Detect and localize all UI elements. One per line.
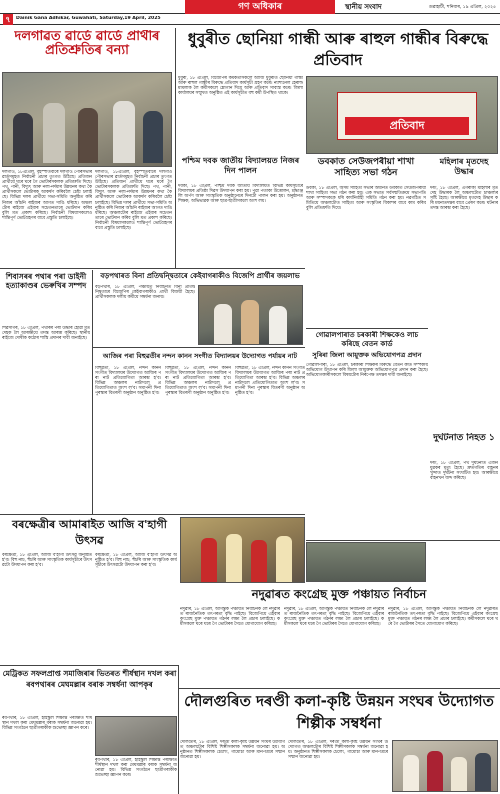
headline-dabaka-sahitya: ডবকাত সেউজপৰীয়া শাখা সাহিত্য সভা গঠন bbox=[317, 157, 415, 178]
masthead bbox=[0, 0, 500, 14]
body-daulguri-2: দৌলগুৰি, ১৮ এপ্ৰিল, দৰণ্ডী কলা-কৃষ্টি উন্নয়ন সংঘৰ উদ্যোগত অঞ্চলটোৰ বিশিষ্ট শিল্পীসকলক সম্বৰ্ধনা জনোৱা হয়। অনুষ্ঠানত শিল্পীসকলক চেলেং, গামোচা আৰু মানপত্ৰৰে সন্মান জনোৱা হয়। bbox=[288, 740, 388, 761]
headline-bohagi: বৰক্ষেত্ৰীৰ আমাৰাইত আজি ব'হাগী উৎসৱ bbox=[12, 518, 167, 547]
body-dalgaon: দলগাঁও, ১৮এপ্ৰিল, বৃহস্পতিবাৰে দলগাঁও পৌৰসভাৰ ৱাৰ্ডসমূহত নিৰ্বাচনী প্ৰচাৰ তুংগত উঠিছে। প্ৰতিজন প্ৰাৰ্থীয়ে ঘৰে ঘৰে গৈ ভোটাৰসকলক প্ৰতিশ্ৰুতি দিছে। পথ, পানী, বিদ্যুৎ আৰু নলা-নৰ্দমাৰ উন্নয়নৰ কথা কৈ প্ৰাৰ্থীসকলে ভোটাৰক আকৰ্ষণ কৰিবলৈ চেষ্টা চলাইছে। বিভিন্ন দলৰ প্ৰাৰ্থীয়ে সভা-সমিতি অনুষ্ঠিত কৰি নিজৰ আঁচনি ৰাইজৰ আগত দাঙি ধৰিছে। অঞ্চলটোৰ ৰাইজে এইবাৰ সচেতনতাৰে ভোটদান কৰিব বুলি মত প্ৰকাশ কৰিছে। নিৰ্বাচনী বিষয়াসকলেও শান্তিপূৰ্ণ ভোটগ্ৰহণৰ বাবে প্ৰস্তুতি চলাইছে। bbox=[2, 170, 92, 221]
photo-naduar bbox=[306, 542, 426, 582]
body-bohagi-1: বৰক্ষেত্ৰী, ১৮ এপ্ৰিল, আজি ব'হাগী উৎসৱ অনুষ্ঠিত হ'ব। বিহু নাচ, হুঁচৰি আৰু সাংস্কৃতিক কাৰ্যসূচীৰে উৎসৱটো উদযাপন কৰা হ'ব। bbox=[2, 553, 92, 569]
headline-barpathar: বড়পথাৰত বিনা প্ৰতিদ্বন্দ্বিতাৰে কেইবাগৰাকীও বিজেপি প্ৰাৰ্থীৰ জয়লাভ bbox=[100, 272, 300, 280]
headline-meghmallar: মেট্ৰিকত সফলপ্ৰাপ্ত সমাজিৰাৰ ভিতৰত শীৰ্ষস্থান দখল কৰা ৰবপথাৰৰ মেঘমল্লাৰ বৰাক সম্বৰ্ধনা আপকৃৰ bbox=[2, 669, 177, 689]
masthead-date: গুৱাহাটী, শনিবাৰ, ১৯ এপ্ৰিল, ২০২৫ bbox=[428, 5, 496, 10]
body-naduar-3: নদুৱাৰ, ১৮ এপ্ৰিল, আগন্তুক পঞ্চায়ত নিৰ্বাচনক লৈ নদুৱাৰত ৰাজনৈতিক তৎপৰতা বৃদ্ধি পাইছে। বিজেপিয়ে এইবাৰ কংগ্ৰেছ মুক্ত পঞ্চায়ত গঠনৰ লক্ষ্য লৈ প্ৰচাৰ চলাইছে। কৰ্মীসকলে ঘৰে ঘৰে গৈ ভোটাৰৰ সৈতে যোগাযোগ কৰিছে। bbox=[388, 607, 498, 628]
headline-naduar: নদুৱাৰত কংগ্ৰেছ মুক্ত পঞ্চায়ত নিৰ্বাচন bbox=[251, 587, 427, 601]
photo-meghmallar bbox=[95, 716, 177, 756]
section-title: স্থানীয় সংবাদ bbox=[345, 3, 382, 11]
body-meghmallar-2: ৰবপথাৰ, ১৮ এপ্ৰিল, হাইস্কুল শিক্ষান্ত পৰীক্ষাত শীৰ্ষস্থান দখল কৰা মেঘমল্লাৰ বৰাক সম্বৰ্ধনা জনোৱা হয়। বিভিন্ন সংগঠনে ছাত্ৰীগৰাকীক শুভেচ্ছা জ্ঞাপন কৰে। bbox=[95, 758, 177, 779]
photo-dalgaon-rally bbox=[2, 72, 172, 167]
body-woman-body: দৰং, ১৮ এপ্ৰিল, এগৰাকী মহিলাৰ মৃতদেহ উদ্ধাৰক লৈ অঞ্চলটোত চাঞ্চল্যৰ সৃষ্টি হৈছে। আৰক্ষীয়ে মৃতদেহ উদ্ধাৰ কৰি ময়নাতদন্তৰ বাবে প্ৰেৰণ কৰে। ঘটনাৰ তদন্ত আৰম্ভ কৰা হৈছে। bbox=[430, 186, 498, 212]
body-sibsagar: শিৱসাগৰ, ১৮ এপ্ৰিল, পথাৰৰ পৰা উদ্ধাৰ হোৱা মৃতদেহক লৈ আৰক্ষীয়ে তদন্ত আৰম্ভ কৰিছে। স্থানীয় ৰাইজে দোষীক কঠোৰ শাস্তি প্ৰদানৰ দাবী জনাইছে। bbox=[2, 326, 90, 342]
body-naduar-2: নদুৱাৰ, ১৮ এপ্ৰিল, আগন্তুক পঞ্চায়ত নিৰ্বাচনক লৈ নদুৱাৰত ৰাজনৈতিক তৎপৰতা বৃদ্ধি পাইছে। বিজেপিয়ে এইবাৰ কংগ্ৰেছ মুক্ত পঞ্চায়ত গঠনৰ লক্ষ্য লৈ প্ৰচাৰ চলাইছে। কৰ্মীসকলে ঘৰে ঘৰে গৈ ভোটাৰৰ সৈতে যোগাযোগ কৰিছে। bbox=[284, 607, 384, 628]
body-nandan-kanan-2: বিহুৱতী, ১৮ এপ্ৰিল, নন্দন কানন সংগীত বিদ্যালয়ৰ উদ্যোগত আজিৰ পৰা নাট প্ৰতিযোগিতা আৰম্ভ হ'ব। বিভিন্ন অঞ্চলৰ নাট্যদলে প্ৰতিযোগিতাত অংশ ল'ব। সমাপনী দিনা পুৰস্কাৰ বিতৰণী অনুষ্ঠান অনুষ্ঠিত হ'ব। bbox=[165, 366, 231, 397]
body-dhubri-protest: ধুবুৰী, ১৮ এপ্ৰিল, বিজেপিৰ কৰ্মকৰ্তাসকলে আজি ধুবুৰীত ছোনিয়া গান্ধী আৰু ৰাহুল গান্ধীৰ বিৰুদ্ধে প্ৰতিবাদ কাৰ্যসূচী গ্ৰহণ কৰে। ন্যাশ্যনেল হেৰাল্ড মামলাক লৈ কৰ্মীসকলে শ্লোগান দিয়ে আৰু প্ৰতিবাদ সাব্যস্ত কৰে। জিলা কাৰ্যালয়ৰ সন্মুখত অনুষ্ঠিত এই কাৰ্যসূচীত বহু কৰ্মী উপস্থিত থাকে। bbox=[178, 76, 303, 97]
brand-logo: গণ অধিকাৰ bbox=[185, 0, 335, 14]
headline-dalgaon: দলগাঁৱত ৱাৰ্ডে ৱাৰ্ডে প্ৰাৰ্থীৰ প্ৰতিশ্ৰুতিৰ বন্যা bbox=[14, 30, 160, 58]
edition-line: Dainik Gana Adhikar, Guwahati, Saturday,19 April, 2025 bbox=[16, 16, 161, 21]
photo-daulguri bbox=[392, 740, 498, 792]
photo-dhubri-protest bbox=[306, 76, 498, 154]
headline-woman-body: মহিলাৰ মৃতদেহ উদ্ধাৰ bbox=[439, 157, 489, 176]
page-number: ৭ bbox=[3, 14, 13, 25]
body-nandan-kanan-3: বিহুৱতী, ১৮ এপ্ৰিল, নন্দন কানন সংগীত বিদ্যালয়ৰ উদ্যোগত আজিৰ পৰা নাট প্ৰতিযোগিতা আৰম্ভ হ'ব। বিভিন্ন অঞ্চলৰ নাট্যদলে প্ৰতিযোগিতাত অংশ ল'ব। সমাপনী দিনা পুৰস্কাৰ বিতৰণী অনুষ্ঠান অনুষ্ঠিত হ'ব। bbox=[235, 366, 305, 397]
body-bohagi-2: বৰক্ষেত্ৰী, ১৮ এপ্ৰিল, আজি ব'হাগী উৎসৱ অনুষ্ঠিত হ'ব। বিহু নাচ, হুঁচৰি আৰু সাংস্কৃতিক কাৰ্যসূচীৰে উৎসৱটো উদযাপন কৰা হ'ব। bbox=[95, 553, 177, 569]
headline-sibsagar: শিবাসৰৰ পথাৰ পৰা ডাইনী হত্যাকাণ্ডৰ ভেৰুখিৰ সম্পদ bbox=[5, 272, 87, 290]
headline-paschim-dabak: পশ্চিম দবক জাতীয় বিদ্যালয়ত নিজৰ দিন পালন bbox=[181, 156, 300, 175]
headline-dhubri-protest: ধুবুৰীত ছোনিয়া গান্ধী আৰু ৰাহুল গান্ধীৰ বিৰুদ্ধে প্ৰতিবাদ bbox=[187, 30, 489, 69]
protest-banner: প্ৰতিবাদ bbox=[345, 117, 469, 135]
body-dabaka-sahitya: ডবকা, ১৮ এপ্ৰিল, অসম সাহিত্য সভাৰ অধীনত ডবকাত সেউজপৰীয়া শাখা সাহিত্য সভা গঠন কৰা হয়। এক সভাত সৰ্বসন্মতিক্ৰমে সভাপতি আৰু সম্পাদককে ধৰি কাৰ্যনিৰ্বাহী সমিতি গঠন কৰা হয়। নৱগঠিত সমিতিয়ে অঞ্চলটোত সাহিত্য আৰু সংস্কৃতিৰ বিকাশৰ বাবে কাম কৰিব বুলি প্ৰতিশ্ৰুতি দিয়ে। bbox=[306, 186, 426, 212]
subheadline-goalpara: সুৰিৰা জিলা আয়ুক্তক অভিযোগপত্ৰ প্ৰদান bbox=[312, 351, 422, 359]
body-nandan-kanan-1: বিহুৱতী, ১৮ এপ্ৰিল, নন্দন কানন সংগীত বিদ্যালয়ৰ উদ্যোগত আজিৰ পৰা নাট প্ৰতিযোগিতা আৰম্ভ হ'ব। বিভিন্ন অঞ্চলৰ নাট্যদলে প্ৰতিযোগিতাত অংশ ল'ব। সমাপনী দিনা পুৰস্কাৰ বিতৰণী অনুষ্ঠান অনুষ্ঠিত হ'ব। bbox=[95, 366, 161, 397]
body-paschim-dabak: দবকা, ১৮ এপ্ৰিল, পশ্চিম দবক জাতীয় বিদ্যালয়ত বিভিন্ন কাৰ্যসূচীৰে বিদ্যালয়ৰ প্ৰতিষ্ঠা দিৱস উদযাপন কৰা হয়। পুৱা পতাকা উত্তোলন, শ্ৰদ্ধাঞ্জলি অৰ্পণ আৰু সাংস্কৃতিক অনুষ্ঠানেৰে দিনটো পালন কৰা হয়। অনুষ্ঠানত শিক্ষক, অভিভাৱক আৰু ছাত্ৰ-ছাত্ৰীসকলে অংশ লয়। bbox=[178, 184, 303, 205]
body-barpathar: বড়পথাৰ, ১৮ এপ্ৰিল, পঞ্চায়ত নিৰ্বাচনত বিনা প্ৰতিদ্বন্দ্বিতাৰে বিজেপিৰ কেইবাগৰাকীও প্ৰাৰ্থী বিজয়ী হৈছে। প্ৰাৰ্থীসকলক দলীয় কৰ্মীয়ে সম্বৰ্ধনা জনায়। bbox=[95, 285, 195, 301]
body-dalgaon-cont: দলগাঁও, ১৮এপ্ৰিল, বৃহস্পতিবাৰে দলগাঁও পৌৰসভাৰ ৱাৰ্ডসমূহত নিৰ্বাচনী প্ৰচাৰ তুংগত উঠিছে। প্ৰতিজন প্ৰাৰ্থীয়ে ঘৰে ঘৰে গৈ ভোটাৰসকলক প্ৰতিশ্ৰুতি দিছে। পথ, পানী, বিদ্যুৎ আৰু নলা-নৰ্দমাৰ উন্নয়নৰ কথা কৈ প্ৰাৰ্থীসকলে ভোটাৰক আকৰ্ষণ কৰিবলৈ চেষ্টা চলাইছে। বিভিন্ন দলৰ প্ৰাৰ্থীয়ে সভা-সমিতি অনুষ্ঠিত কৰি নিজৰ আঁচনি ৰাইজৰ আগত দাঙি ধৰিছে। অঞ্চলটোৰ ৰাইজে এইবাৰ সচেতনতাৰে ভোটদান কৰিব বুলি মত প্ৰকাশ কৰিছে। নিৰ্বাচনী বিষয়াসকলেও শান্তিপূৰ্ণ ভোটগ্ৰহণৰ বাবে প্ৰস্তুতি চলাইছে। bbox=[95, 170, 172, 232]
headline-daulguri: দৌলগুৰিত দৰণ্ডী কলা-কৃষ্টি উন্নয়ন সংঘৰ উদ্যোগত শিল্পীক সম্বৰ্ধনা bbox=[184, 692, 494, 732]
body-naduar-1: নদুৱাৰ, ১৮ এপ্ৰিল, আগন্তুক পঞ্চায়ত নিৰ্বাচনক লৈ নদুৱাৰত ৰাজনৈতিক তৎপৰতা বৃদ্ধি পাইছে। বিজেপিয়ে এইবাৰ কংগ্ৰেছ মুক্ত পঞ্চায়ত গঠনৰ লক্ষ্য লৈ প্ৰচাৰ চলাইছে। কৰ্মীসকলে ঘৰে ঘৰে গৈ ভোটাৰৰ সৈতে যোগাযোগ কৰিছে। bbox=[180, 607, 280, 628]
photo-barpathar bbox=[198, 285, 303, 345]
photo-bohagi bbox=[180, 517, 305, 583]
body-accident: দৰং, ১৮ এপ্ৰিল, পথ দুৰ্ঘটনাত এজন যুৱকৰ মৃত্যু হৈছে। দ্ৰুতগতিৰ বাহনৰ খুন্দাত দুৰ্ঘটনা সংঘটিত হয়। আৰক্ষীয়ে বাহনখন জব্দ কৰিছে। bbox=[430, 461, 498, 482]
body-daulguri-1: দৌলগুৰি, ১৮ এপ্ৰিল, দৰণ্ডী কলা-কৃষ্টি উন্নয়ন সংঘৰ উদ্যোগত অঞ্চলটোৰ বিশিষ্ট শিল্পীসকলক সম্বৰ্ধনা জনোৱা হয়। অনুষ্ঠানত শিল্পীসকলক চেলেং, গামোচা আৰু মানপত্ৰৰে সন্মান জনোৱা হয়। bbox=[180, 740, 285, 761]
headline-nandan-kanan: আজিৰ পৰা বিহুৱতীৰ নন্দন কানন সংগীত বিদ্যালয়ৰ উদ্যোগত পৰ্যায়ৰ নাট bbox=[102, 352, 298, 360]
body-goalpara-teacher: গোৱালপাৰা, ১৮ এপ্ৰিল, চৰকাৰী শিক্ষকৰ বিৰুদ্ধে বেতন কাৰ্ড সম্পৰ্কীয় অভিযোগ উত্থাপন কৰি জিলা আয়ুক্তক অভিযোগপত্ৰ প্ৰদান কৰা হৈছে। অভিযোগকাৰীসকলে বিষয়টোৰ নিৰপেক্ষ তদন্তৰ দাবী জনাইছে। bbox=[306, 363, 428, 379]
headline-accident: দুৰ্ঘটনাত নিহত ১ bbox=[433, 433, 495, 443]
headline-goalpara-teacher: গোৱালপাৰাত চৰকাৰী শিক্ষকেও লাচ কৰিছে বেতন কাৰ্ড bbox=[315, 331, 419, 348]
body-meghmallar: ৰবপথাৰ, ১৮ এপ্ৰিল, হাইস্কুল শিক্ষান্ত পৰীক্ষাত শীৰ্ষস্থান দখল কৰা মেঘমল্লাৰ বৰাক সম্বৰ্ধনা জনোৱা হয়। বিভিন্ন সংগঠনে ছাত্ৰীগৰাকীক শুভেচ্ছা জ্ঞাপন কৰে। bbox=[2, 716, 92, 732]
